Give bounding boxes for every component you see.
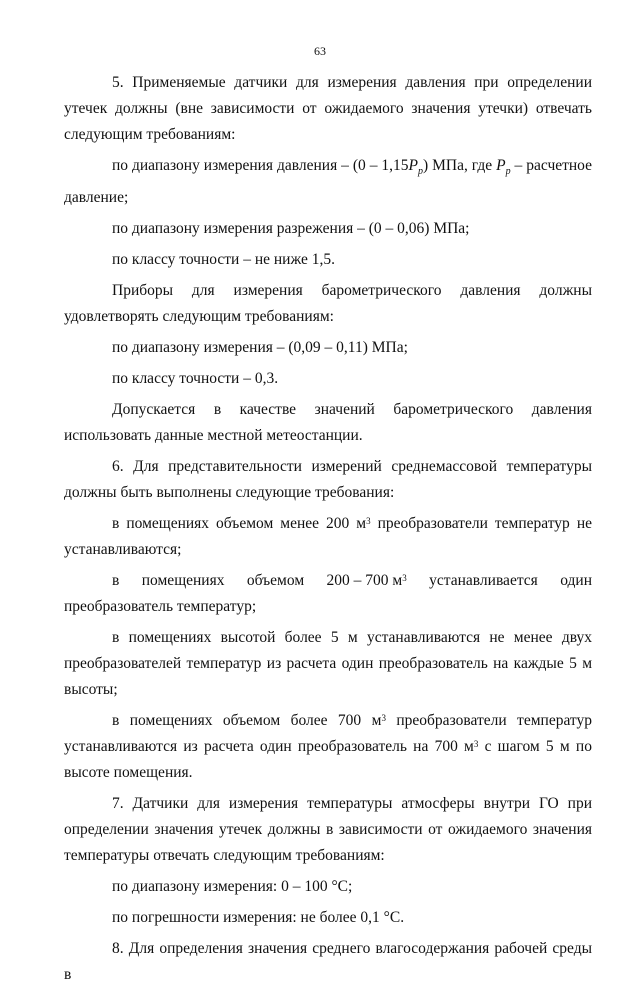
barometric-paragraph [64,278,592,330]
section-5-accuracy: по классу точности – не ниже 1,5. [112,251,335,269]
section-7-range: по диапазону измерения: 0 – 100 °С; [112,878,353,896]
allowed-line-1: Допускается в качестве значений барометрического давления [112,401,592,419]
section-7-error: по погрешности измерения: не более 0,1 °С. [112,909,405,927]
allowed-line-2: использовать данные местной метеостанции. [64,427,363,445]
barometric-class: по классу точности – 0,3. [112,370,279,388]
section-5-pressure-range: по диапазону измерения давления – $(0 - 1,15P_p)$ МПа, где $P_p$ – расчетное давление; [64,157,593,207]
section-5-intro: 5. Применяемые датчики для измерения давления при определении утечек должны (вне зависимости от ожидаемого значения утечки) отвечать следующим требованиям: [64,74,592,143]
section-6-item-c: в помещениях высотой более 5 м устанавливаются не менее двух преобразователей температур из расчета один преобразователь на каждые 5 м высоты; [64,629,592,699]
section-6-item-b-line-2: преобразователь температур; [64,598,257,616]
section-8-intro: 8. Для определения значения среднего влагосодержания рабочей среды в [64,940,592,984]
section-6-intro: 6. Для представительности измерений среднемассовой температуры должны быть выполнены следующие требования: [64,458,592,502]
section-6-item-b-line-1: в помещениях объемом 200 – 700 $м^3$ устанавливается один [112,572,592,590]
section-6-item-a: в помещениях объемом менее 200 $м^3$ преобразователи температур не устанавливаются; [64,515,592,559]
barometric-line-1: Приборы для измерения барометрического давления должны [112,282,592,300]
section-7-intro: 7. Датчики для измерения температуры атмосферы внутри ГО при определении значения утечек должны в зависимости от ожидаемого значения температуры отвечать следующим требованиям: [64,795,592,865]
barometric-range: по диапазону измерения – (0,09 – 0,11) МПа; [112,339,408,357]
section-6-item-d: в помещениях объемом более 700 $м^3$ преобразователи температур устанавливаются из расчета один преобразователь на 700 $м^3$ с шагом 5 м по высоте помещения. [64,712,592,782]
barometric-line-2: удовлетворять следующим требованиям: [64,308,334,326]
section-5-vacuum-range: по диапазону измерения разрежения – (0 – 0,06) МПа; [112,220,470,238]
allowed-paragraph [64,397,592,449]
section-6-item-b [64,568,592,620]
page-number: 63 [314,44,326,58]
document-body [64,70,592,988]
